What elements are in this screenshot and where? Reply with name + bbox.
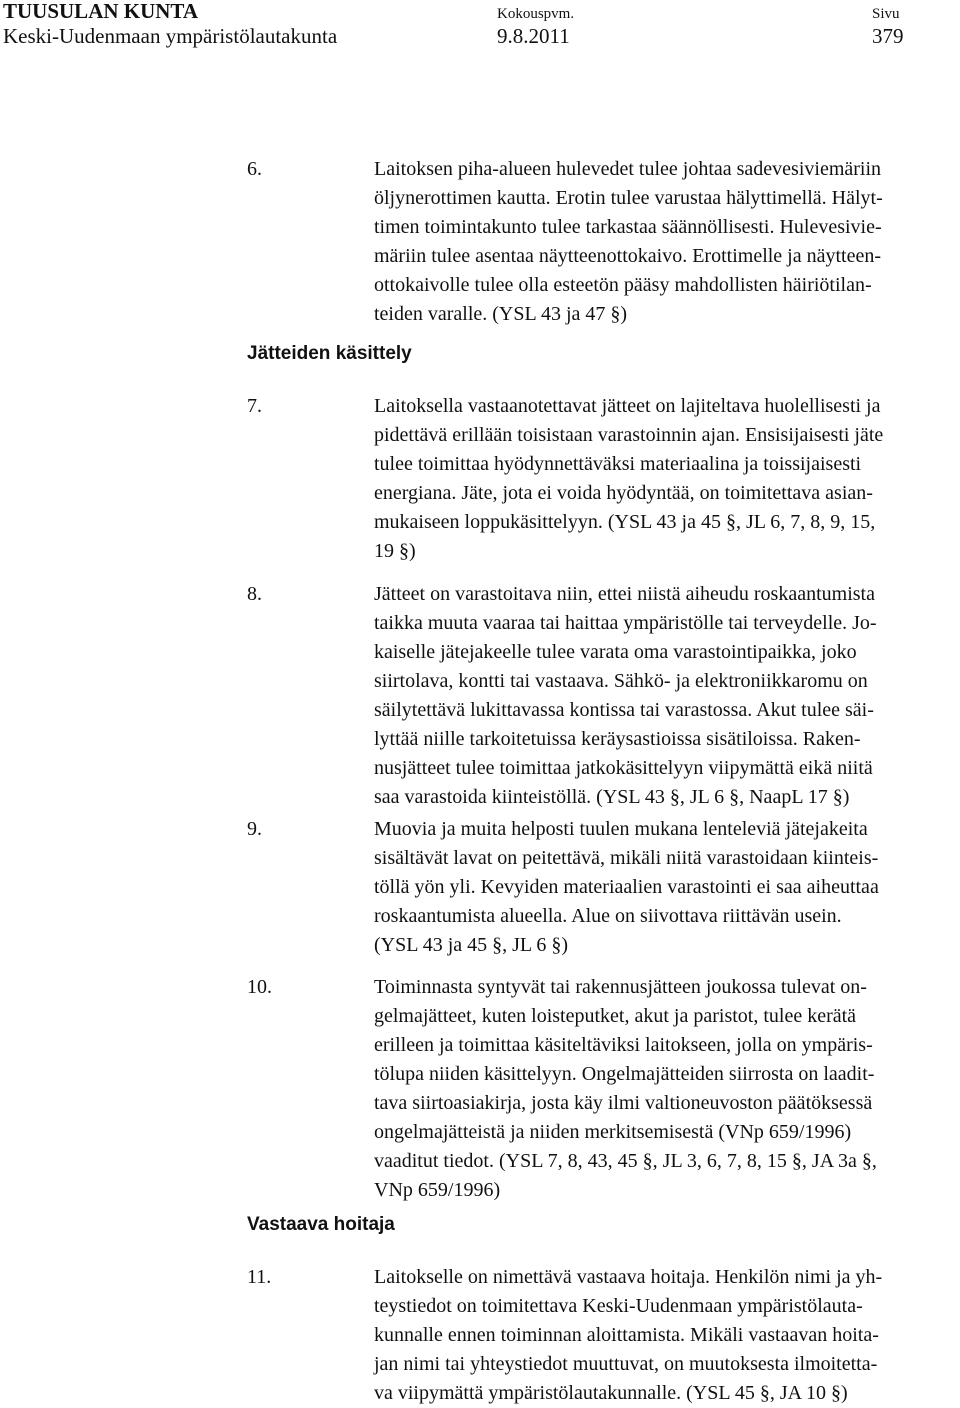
item-line: timen toimintakunto tulee tarkastaa säännöllisesti. Hulevesivie- (374, 216, 882, 238)
item-line: lyttää niille tarkoitetuissa keräysastioissa sisätiloissa. Raken- (374, 728, 861, 750)
item-text (374, 1263, 958, 1408)
item-line: Toiminnasta syntyvät tai rakennusjätteen joukossa tulevat on- (374, 976, 867, 998)
organization-name: TUUSULAN KUNTA (3, 0, 199, 23)
item-line: gelmajätteet, kuten loisteputket, akut ja paristot, tulee kerätä (374, 1005, 857, 1027)
item-number: 10. (247, 976, 272, 998)
item-line: taikka muuta vaaraa tai haittaa ympäristölle tai terveydelle. Jo- (374, 612, 877, 634)
item-line: (YSL 43 ja 45 §, JL 6 §) (374, 934, 569, 956)
item-line: saa varastoida kiinteistöllä. (YSL 43 §, JL 6 §, NaapL 17 §) (374, 786, 850, 808)
item-line: töllä yön yli. Kevyiden materiaalien varastointi ei saa aiheuttaa (374, 876, 879, 898)
item-text (374, 392, 958, 566)
item-line: Laitoksella vastaanotettavat jätteet on lajiteltava huolellisesti ja (374, 395, 881, 417)
item-number: 9. (247, 818, 262, 840)
section-heading: Jätteiden käsittely (247, 343, 412, 364)
item-line: öljynerottimen kautta. Erotin tulee varustaa hälyttimellä. Hälyt- (374, 187, 883, 209)
item-line: ottokaivolle tulee olla esteetön pääsy mahdollisten häiriötilan- (374, 274, 872, 296)
item-line: kaiselle jätejakeelle tulee varata oma varastointipaikka, joko (374, 641, 857, 663)
item-line: siirtolava, kontti tai vastaava. Sähkö- ja elektroniikkaromu on (374, 670, 868, 692)
item-line: jan nimi tai yhteystiedot muuttuvat, on muutoksesta ilmoitetta- (374, 1353, 878, 1375)
item-line: Muovia ja muita helposti tuulen mukana lenteleviä jätejakeita (374, 818, 868, 840)
item-text (374, 973, 958, 1205)
page-number-label: Sivu (872, 6, 900, 22)
item-number: 7. (247, 395, 262, 417)
item-line: tulee toimittaa hyödynnettäväksi materiaalina ja toissijaisesti (374, 453, 862, 475)
item-line: Jätteet on varastoitava niin, ettei niistä aiheudu roskaantumista (374, 583, 875, 605)
item-line: teiden varalle. (YSL 43 ja 47 §) (374, 303, 628, 325)
item-line: va viipymättä ympäristölautakunnalle. (YSL 45 §, JA 10 §) (374, 1382, 848, 1404)
item-line: Laitokselle on nimettävä vastaava hoitaja. Henkilön nimi ja yh- (374, 1266, 883, 1288)
item-line: teystiedot on toimitettava Keski-Uudenmaan ympäristölauta- (374, 1295, 863, 1317)
item-line: pidettävä erillään toisistaan varastoinnin ajan. Ensisijaisesti jäte (374, 424, 884, 446)
item-text (374, 155, 958, 329)
page-number: 379 (872, 24, 904, 48)
meeting-date: 9.8.2011 (497, 24, 570, 48)
item-text (374, 815, 958, 960)
item-line: erilleen ja toimittaa käsiteltäviksi laitokseen, jolla on ympäris- (374, 1034, 873, 1056)
item-line: säilytettävä lukittavassa kontissa tai varastossa. Akut tulee säi- (374, 699, 874, 721)
item-line: kunnalle ennen toiminnan aloittamista. Mikäli vastaavan hoita- (374, 1324, 879, 1346)
meeting-date-label: Kokouspvm. (497, 6, 575, 22)
item-number: 6. (247, 158, 262, 180)
item-line: sisältävät lavat on peitettävä, mikäli niitä varastoidaan kiinteis- (374, 847, 879, 869)
item-line: märiin tulee asentaa näytteenottokaivo. Erottimelle ja näytteen- (374, 245, 882, 267)
item-line: Laitoksen piha-alueen hulevedet tulee johtaa sadevesiviemäriin (374, 158, 882, 180)
item-line: ongelmajätteistä ja niiden merkitsemisestä (VNp 659/1996) (374, 1121, 852, 1143)
item-line: tava siirtoasiakirja, josta käy ilmi valtioneuvoston päätöksessä (374, 1092, 873, 1114)
item-line: VNp 659/1996) (374, 1179, 501, 1201)
item-line: 19 §) (374, 540, 416, 562)
item-text (374, 580, 958, 812)
item-line: roskaantumista alueella. Alue on siivottava riittävän usein. (374, 905, 842, 927)
item-line: nusjätteet tulee toimittaa jatkokäsittelyyn viipymättä eikä niitä (374, 757, 873, 779)
item-line: vaaditut tiedot. (YSL 7, 8, 43, 45 §, JL 3, 6, 7, 8, 15 §, JA 3a §, (374, 1150, 877, 1172)
item-line: mukaiseen loppukäsittelyyn. (YSL 43 ja 45 §, JL 6, 7, 8, 9, 15, (374, 511, 876, 533)
item-number: 8. (247, 583, 262, 605)
section-heading: Vastaava hoitaja (247, 1214, 395, 1235)
item-number: 11. (247, 1266, 272, 1288)
department-name: Keski-Uudenmaan ympäristölautakunta (3, 24, 338, 48)
item-line: tölupa niiden käsittelyyn. Ongelmajätteiden siirrosta on laadit- (374, 1063, 875, 1085)
item-line: energiana. Jäte, jota ei voida hyödyntää, on toimitettava asian- (374, 482, 873, 504)
